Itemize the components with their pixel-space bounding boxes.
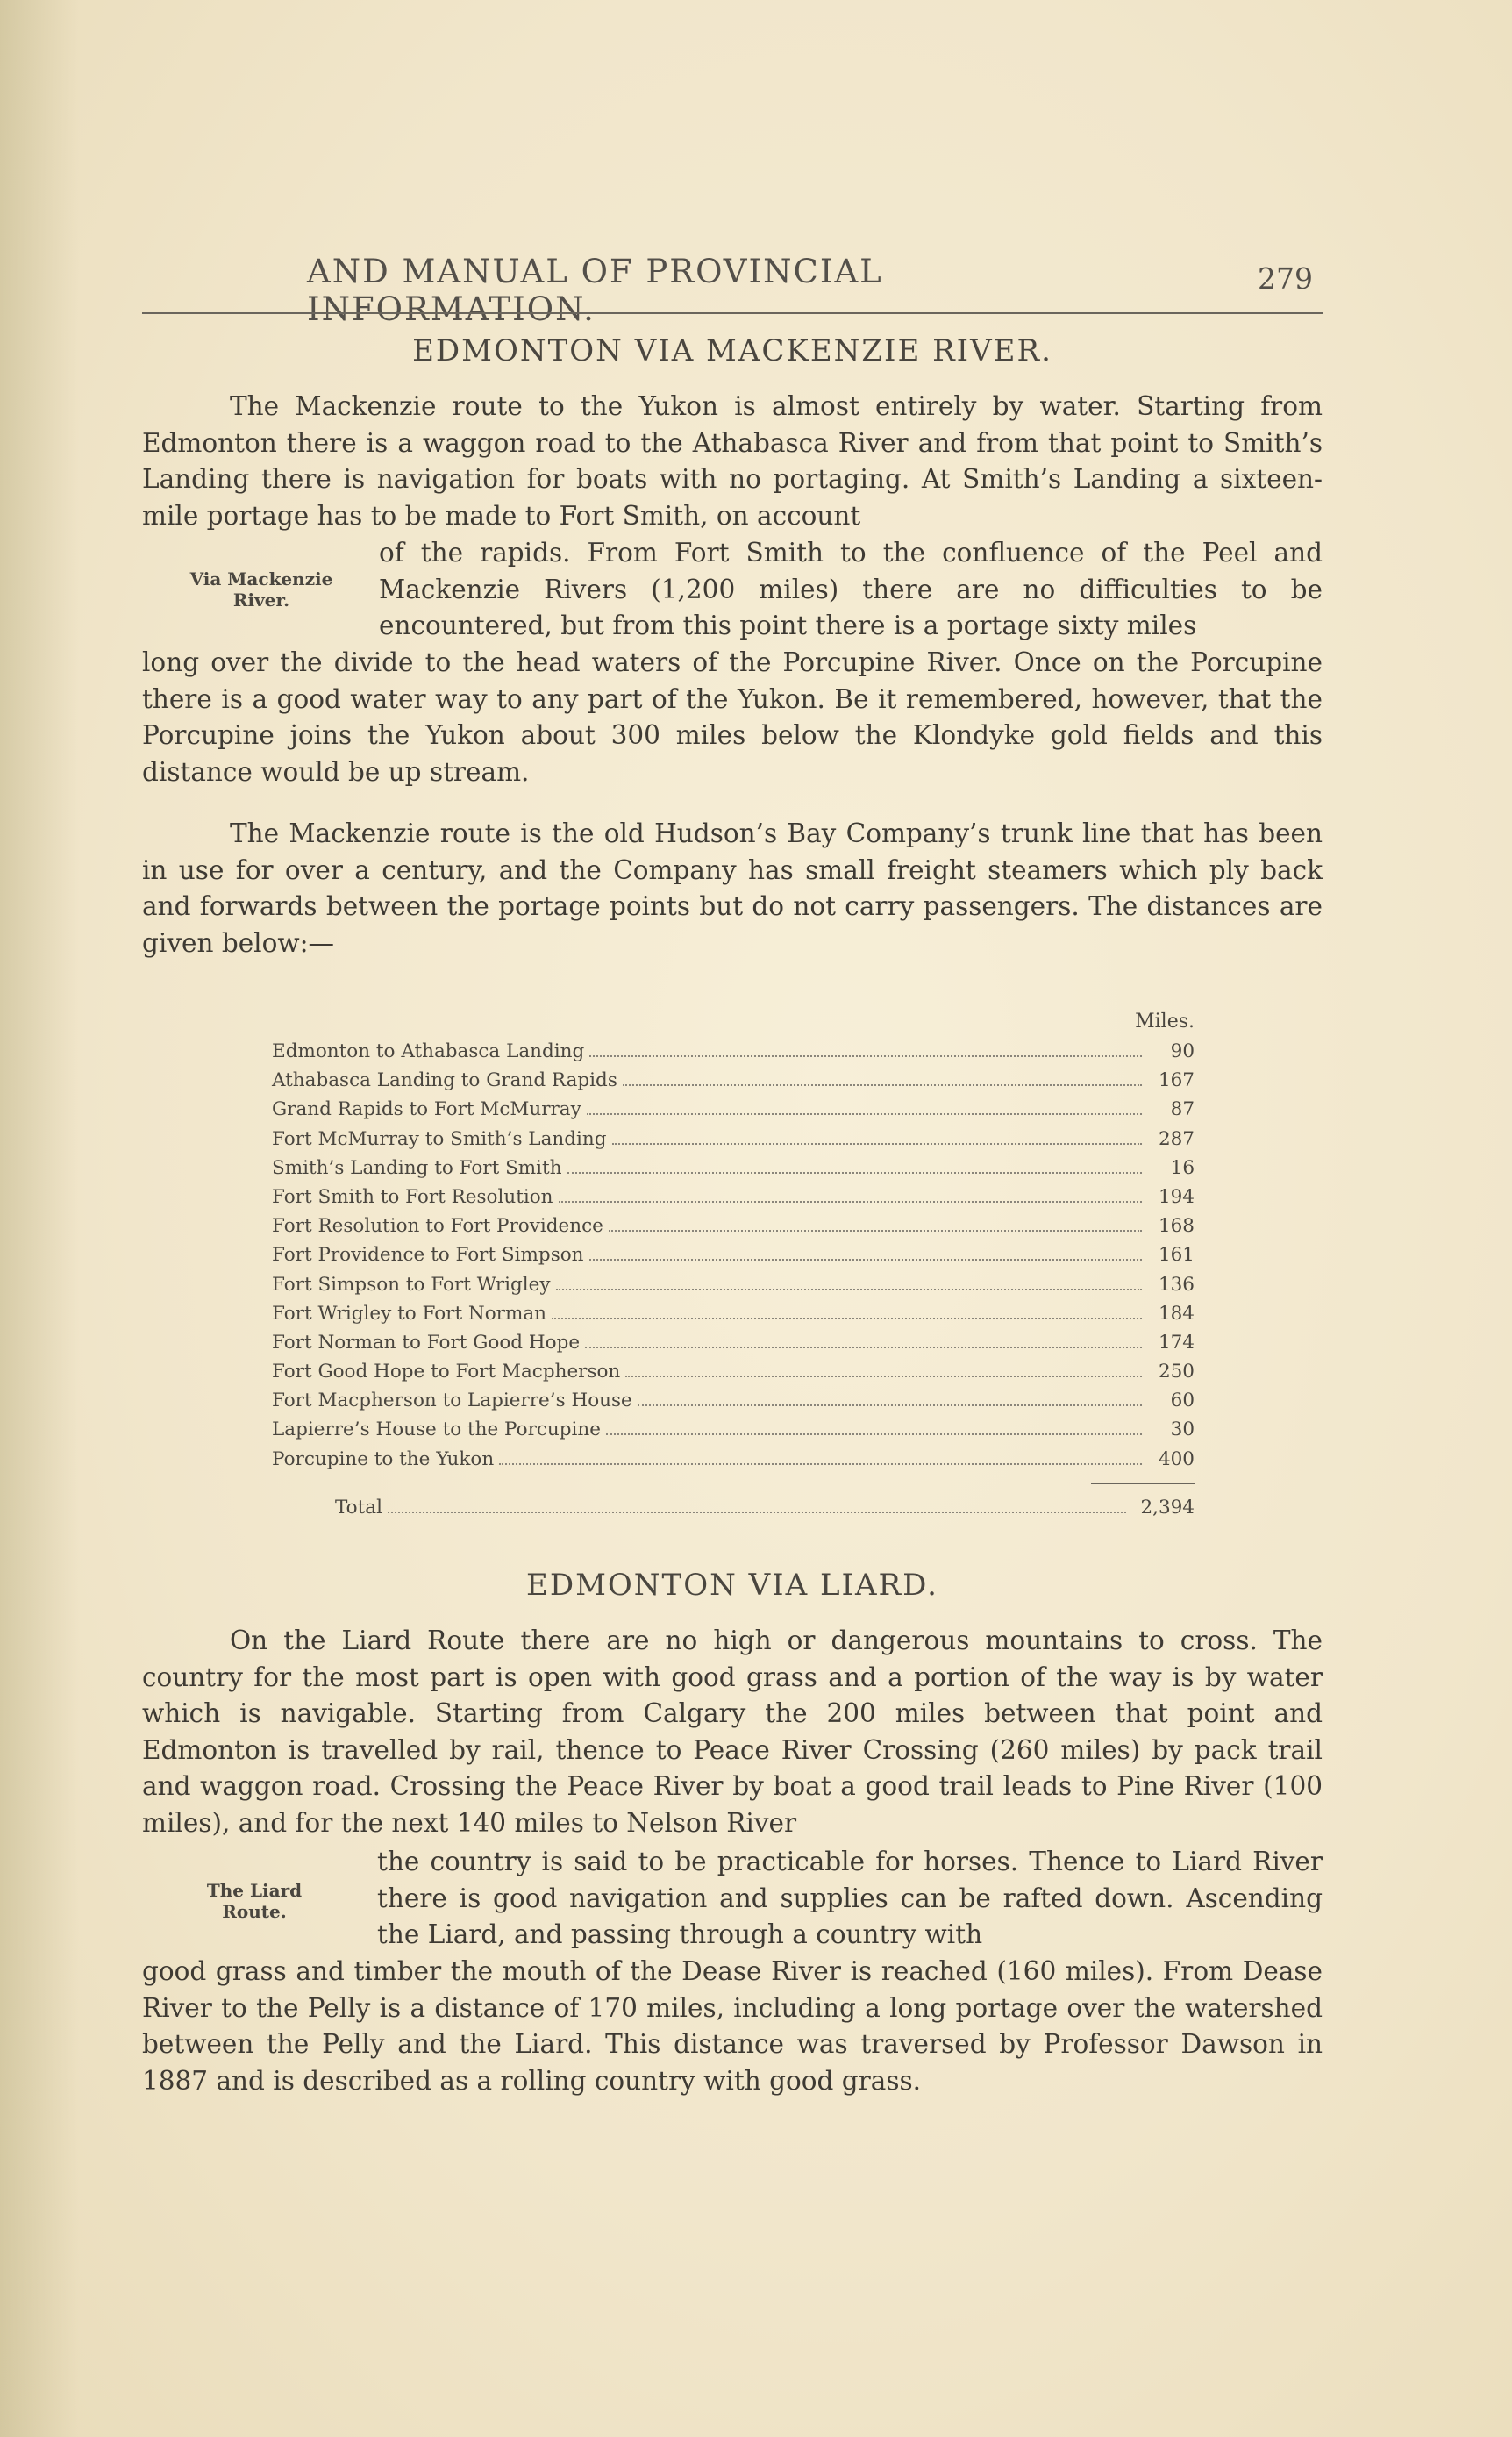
route-miles: 161 [1158,1244,1195,1267]
dot-leader [589,1055,1142,1057]
dot-leader [638,1404,1142,1406]
distance-row [272,1270,1195,1299]
section-title-mackenzie: EDMONTON VIA MACKENZIE RIVER. [412,333,1052,368]
paragraph-mackenzie-1-bottom: long over the divide to the head waters of the Porcupine River. Once on the Porcupine there is a good water way to any part of the Yukon. Be it remembered, however, that the Porcupine joins the Yukon about 300 miles below the Klondyke gold fields and this distance would be up stream. [142,647,1323,787]
distance-row [272,1328,1195,1357]
miles-column-header: Miles. [1135,1011,1195,1033]
section-title-liard: EDMONTON VIA LIARD. [526,1568,938,1603]
route-name: Grand Rapids to Fort McMurray [272,1098,581,1121]
route-name: Lapierre’s House to the Porcupine [272,1419,601,1441]
paragraph-mackenzie-1-top: The Mackenzie route to the Yukon is almost entirely by water. Starting from Edmonton there is a waggon road to the Athabasca River and from that point to Smith’s Landing there is navigation for boats with no portaging. At Smith’s Landing a sixteen-mile portage has to be made to Fort Smith, on account [142,391,1323,531]
route-miles: 30 [1170,1419,1195,1441]
distance-row [272,1037,1195,1066]
route-name: Fort Providence to Fort Simpson [272,1244,584,1267]
total-label: Total [335,1496,382,1519]
dot-leader [556,1289,1142,1290]
dot-leader [587,1113,1142,1115]
route-miles: 87 [1170,1098,1195,1121]
distance-row [272,1095,1195,1124]
distance-row [272,1066,1195,1095]
distance-table [272,1007,1195,1522]
distance-row [272,1240,1195,1269]
dot-leader [609,1230,1142,1232]
route-miles: 400 [1158,1447,1195,1470]
route-name: Fort Wrigley to Fort Norman [272,1302,547,1325]
route-miles: 136 [1158,1273,1195,1296]
route-name: Porcupine to the Yukon [272,1447,495,1470]
route-miles: 168 [1158,1215,1195,1238]
distance-row [272,1415,1195,1444]
route-name: Fort Smith to Fort Resolution [272,1185,553,1208]
header-rule [142,312,1323,314]
dot-leader [589,1259,1142,1261]
route-name: Fort Norman to Fort Good Hope [272,1331,581,1354]
page-number: 279 [1258,261,1313,296]
sidenote-liard-route: The Liard Route. [206,1880,303,1922]
route-miles: 174 [1158,1331,1195,1354]
route-miles: 184 [1158,1302,1195,1325]
route-name: Fort Resolution to Fort Providence [272,1215,603,1238]
route-name: Athabasca Landing to Grand Rapids [272,1069,617,1092]
distance-row [272,1211,1195,1240]
total-row [272,1493,1195,1522]
distance-row [272,1445,1195,1474]
paragraph-mackenzie-1-indented: of the rapids. From Fort Smith to the confluence of the Peel and Mackenzie Rivers (1,200 miles) there are no difficulties to be encountered, but from this point there is a portage sixty miles [379,538,1323,640]
dot-leader [552,1318,1142,1319]
dot-leader [623,1084,1142,1086]
sidenote-via-mackenzie: Via Mackenzie River. [189,568,333,611]
dot-leader [567,1172,1142,1174]
distance-rows [272,1037,1195,1474]
route-name: Edmonton to Athabasca Landing [272,1040,585,1062]
distance-row [272,1183,1195,1211]
route-miles: 60 [1170,1390,1195,1412]
route-miles: 167 [1158,1069,1195,1092]
distance-row [272,1386,1195,1415]
running-title: AND MANUAL OF PROVINCIAL INFORMATION. [307,253,883,328]
dot-leader [499,1463,1142,1465]
route-miles: 194 [1158,1185,1195,1208]
dot-leader [585,1347,1142,1348]
distance-row [272,1154,1195,1183]
route-name: Fort Macpherson to Lapierre’s House [272,1390,632,1412]
paragraph-liard-top: On the Liard Route there are no high or dangerous mountains to cross. The country for the most part is open with good grass and a portion of the way is by water which is navigable. Starting from Calgary the 200 miles between that point and Edmonton is travelled by rail, thence to Peace River Crossing (260 miles) by pack trail and waggon road. Crossing the Peace River by boat a good trail leads to Pine River (100 miles), and for the next 140 miles to Nelson River [142,1626,1323,1838]
dot-leader [559,1201,1142,1203]
distance-row [272,1357,1195,1386]
paragraph-liard-indented: the country is said to be practicable for horses. Thence to Liard River there is good navigation and supplies can be rafted down. Ascending the Liard, and passing through a country with [377,1847,1323,1949]
paragraph-liard-bottom: good grass and timber the mouth of the Dease River is reached (160 miles). From Dease River to the Pelly is a distance of 170 miles, including a long portage over the watershed between the Pelly and the Liard. This distance was traversed by Professor Dawson in 1887 and is described as a rolling country with good grass. [142,1956,1323,2096]
total-value: 2,394 [1140,1496,1195,1519]
route-miles: 287 [1158,1127,1195,1150]
route-name: Fort McMurray to Smith’s Landing [272,1127,607,1150]
paragraph-mackenzie-2: The Mackenzie route is the old Hudson’s Bay Company’s trunk line that has been in use for over a century, and the Company has small freight steamers which ply back and forwards between the portage points but do not carry passengers. The distances are given below:— [142,818,1323,958]
dot-leader [606,1433,1142,1435]
route-name: Fort Simpson to Fort Wrigley [272,1273,551,1296]
route-miles: 250 [1158,1361,1195,1383]
dot-leader [625,1376,1142,1377]
route-name: Fort Good Hope to Fort Macpherson [272,1361,621,1383]
dot-leader [612,1143,1143,1145]
dot-leader [388,1512,1126,1513]
route-miles: 90 [1170,1040,1195,1062]
distance-row [272,1299,1195,1328]
route-miles: 16 [1170,1156,1195,1179]
total-rule [1091,1483,1195,1491]
page-edge-shading [0,0,79,2437]
distance-row [272,1125,1195,1154]
route-name: Smith’s Landing to Fort Smith [272,1156,562,1179]
